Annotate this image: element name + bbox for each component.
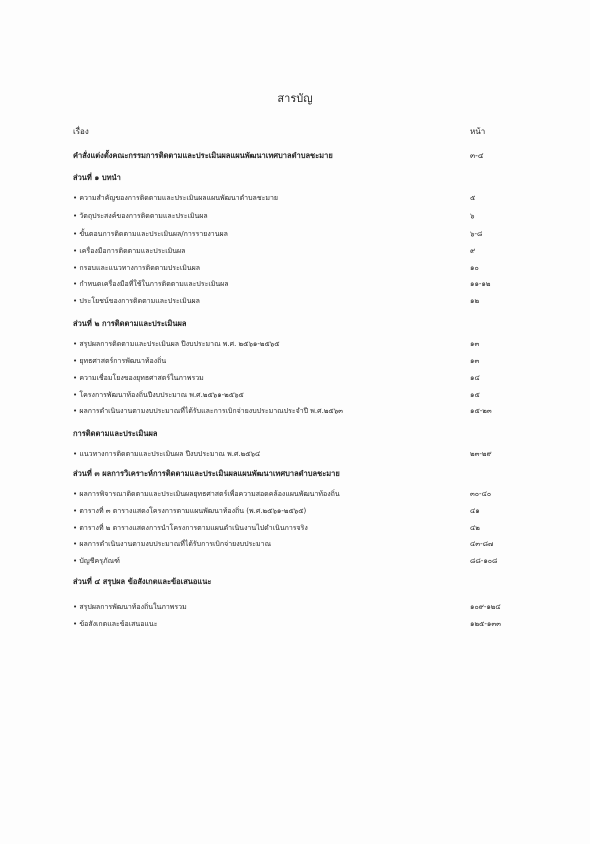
toc-item-page: ๑๕ <box>470 391 480 399</box>
toc-item-page: ๑๐ <box>470 264 479 272</box>
toc-order-page: ๓-๔ <box>470 151 484 160</box>
toc-item-page: ๕ <box>470 194 476 202</box>
toc-item-page: ๑๑-๑๒ <box>470 280 491 288</box>
toc-item-page: ๑๔ <box>470 374 480 382</box>
toc-item-page: ๑๓ <box>470 357 480 365</box>
toc-item-page: ๒๓-๒๙ <box>470 450 492 458</box>
toc-item-label: • ขั้นตอนการติดตามและประเมินผล/การรายงานผล <box>73 230 228 238</box>
toc-item-label: • โครงการพัฒนาท้องถิ่นปีงบประมาณ พ.ศ.๒๕๖๑-๒๕๖๕ <box>73 391 244 399</box>
toc-item-page: ๑๒ <box>470 297 480 305</box>
toc-item-label: • ผลการพิจารณาติดตามและประเมินผลยุทธศาสตร์เพื่อความสอดคล้องแผนพัฒนาท้องถิ่น <box>73 490 340 498</box>
toc-item-page: ๑๕-๒๓ <box>470 407 492 415</box>
toc-item-label: • ความสำคัญของการติดตามและประเมินผลแผนพัฒนาตำบลชะมาย <box>73 194 279 202</box>
toc-item-page: ๘๘-๑๐๘ <box>470 557 498 565</box>
toc-item-label: • ยุทธศาสตร์การพัฒนาท้องถิ่น <box>73 357 167 365</box>
column-header-topic: เรื่อง <box>73 127 89 136</box>
toc-item-page: ๑๒๕-๑๓๓ <box>470 620 501 628</box>
toc-item-label: • ผลการดำเนินงานตามงบประมาณที่ได้รับและการเบิกจ่ายงบประมาณประจำปี พ.ศ.๒๕๖๓ <box>73 407 343 415</box>
toc-item-label: • กรอบและแนวทางการติดตามประเมินผล <box>73 264 201 272</box>
toc-item-page: ๑๐๙-๑๒๔ <box>470 603 501 611</box>
toc-item-label: • แนวทางการติดตามและประเมินผล ปีงบประมาณ พ.ศ.๒๕๖๔ <box>73 450 261 458</box>
toc-order-label: คำสั่งแต่งตั้งคณะกรรมการติดตามและประเมินผลแผนพัฒนาเทศบาลตำบลชะมาย <box>73 151 333 160</box>
toc-item-label: • บัญชีครุภัณฑ์ <box>73 557 120 565</box>
toc-item-page: ๖ <box>470 212 475 220</box>
toc-item-label: • วัตถุประสงค์ของการติดตามและประเมินผล <box>73 212 208 220</box>
toc-item-page: ๙ <box>470 247 476 255</box>
toc-item-label: • ตารางที่ ๒ ตารางแสดงการนำโครงการตามแผนดำเนินงานไปดำเนินการจริง <box>73 524 308 532</box>
column-header-page: หน้า <box>470 127 486 136</box>
toc-item-page: ๔๑ <box>470 507 480 515</box>
section-heading: ส่วนที่ ๒ การติดตามและประเมินผล <box>73 319 187 328</box>
toc-item-label: • ประโยชน์ของการติดตามและประเมินผล <box>73 297 200 305</box>
page-title: สารบัญ <box>277 92 313 105</box>
toc-item-label: • ข้อสังเกตและข้อเสนอแนะ <box>73 620 158 628</box>
toc-item-label: • ผลการดำเนินงานตามงบประมาณที่ได้รับการเบิกจ่ายงบประมาณ <box>73 540 272 548</box>
section-heading: ส่วนที่ ๑ บทนำ <box>73 173 121 182</box>
toc-item-page: ๑๓ <box>470 340 480 348</box>
toc-item-label: • ความเชื่อมโยงของยุทธศาสตร์ในภาพรวม <box>73 374 204 382</box>
toc-item-label: • สรุปผลการติดตามและประเมินผล ปีงบประมาณ พ.ศ. ๒๕๖๑-๒๕๖๕ <box>73 340 280 348</box>
toc-item-page: ๔๒ <box>470 524 480 532</box>
section-heading: การติดตามและประเมินผล <box>73 429 158 438</box>
toc-item-page: ๓๐-๔๐ <box>470 490 492 498</box>
toc-item-page: ๔๓-๘๗ <box>470 540 494 548</box>
toc-item-label: • กำหนดเครื่องมือที่ใช้ในการติดตามและประเมินผล <box>73 280 229 288</box>
toc-item-label: • เครื่องมือการติดตามและประเมินผล <box>73 247 186 255</box>
toc-item-page: ๖-๘ <box>470 230 483 238</box>
toc-item-label: • สรุปผลการพัฒนาท้องถิ่นในภาพรวม <box>73 603 187 611</box>
section-heading: ส่วนที่ ๔ สรุปผล ข้อสังเกตและข้อเสนอแนะ <box>73 577 212 586</box>
toc-item-label: • ตารางที่ ๓ ตารางแสดงโครงการตามแผนพัฒนาท้องถิ่น (พ.ศ.๒๕๖๑-๒๕๖๕) <box>73 507 307 515</box>
section-heading: ส่วนที่ ๓ ผลการวิเคราะห์การติดตามและประเมินผลแผนพัฒนาเทศบาลตำบลชะมาย <box>73 469 340 478</box>
